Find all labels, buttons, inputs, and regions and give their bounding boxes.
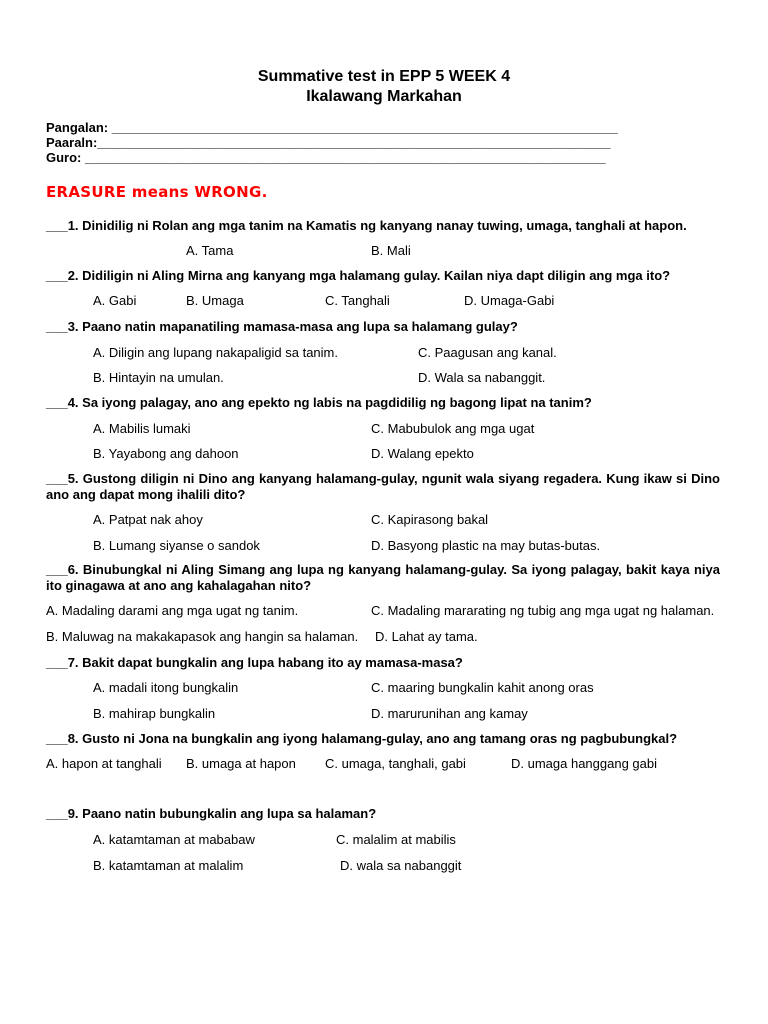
q4-option-d[interactable]: D. Walang epekto (371, 446, 474, 461)
q4-option-c[interactable]: C. Mabubulok ang mga ugat (371, 421, 535, 436)
question-4: ___4. Sa iyong palagay, ano ang epekto ng labis na pagdidilig ng bagong lipat na tanim? (46, 395, 592, 410)
q2-option-b[interactable]: B. Umaga (186, 293, 244, 308)
name-field[interactable]: Pangalan: ______________________________________________________________________ (46, 120, 618, 135)
q3-option-b[interactable]: B. Hintayin na umulan. (93, 370, 224, 385)
q5-option-a[interactable]: A. Patpat nak ahoy (93, 512, 203, 527)
worksheet-title: Summative test in EPP 5 WEEK 4 (257, 68, 511, 85)
q8-option-b[interactable]: B. umaga at hapon (186, 756, 296, 771)
q5-option-b[interactable]: B. Lumang siyanse o sandok (93, 538, 260, 553)
q7-option-b[interactable]: B. mahirap bungkalin (93, 706, 216, 721)
q5-option-d[interactable]: D. Basyong plastic na may butas-butas. (371, 538, 601, 553)
question-6: ___6. Binubungkal ni Aling Simang ang lupa ng kanyang halamang-gulay. Sa iyong palagay, bakit kaya niya ito ginagawa at ano ang kahalagahan nito? (46, 562, 720, 593)
q2-option-c[interactable]: C. Tanghali (325, 293, 390, 308)
q1-option-b[interactable]: B. Mali (371, 243, 411, 258)
q7-option-a[interactable]: A. madali itong bungkalin (93, 680, 239, 695)
school-field[interactable]: Paaraln:_______________________________________________________________________ (46, 135, 611, 150)
q7-option-d[interactable]: D. marurunihan ang kamay (371, 706, 528, 721)
q2-option-d[interactable]: D. Umaga-Gabi (464, 293, 555, 308)
q6-option-b[interactable]: B. Maluwag na makakapasok ang hangin sa halaman. (46, 629, 359, 644)
q4-option-b[interactable]: B. Yayabong ang dahoon (93, 446, 239, 461)
q5-option-c[interactable]: C. Kapirasong bakal (371, 512, 489, 527)
q6-option-a[interactable]: A. Madaling darami ang mga ugat ng tanim. (46, 603, 299, 618)
q2-option-a[interactable]: A. Gabi (93, 293, 137, 308)
q6-option-d[interactable]: D. Lahat ay tama. (375, 629, 478, 644)
q4-option-a[interactable]: A. Mabilis lumaki (93, 421, 191, 436)
q8-option-d[interactable]: D. umaga hanggang gabi (511, 756, 658, 771)
question-3: ___3. Paano natin mapanatiling mamasa-masa ang lupa sa halamang gulay? (46, 319, 518, 334)
question-9: ___9. Paano natin bubungkalin ang lupa sa halaman? (46, 806, 377, 821)
worksheet-subtitle: Ikalawang Markahan (306, 88, 462, 105)
question-2: ___2. Didiligin ni Aling Mirna ang kanyang mga halamang gulay. Kailan niya dapt diligin ang mga ito? (46, 268, 671, 283)
q6-option-c[interactable]: C. Madaling mararating ng tubig ang mga ugat ng halaman. (371, 603, 715, 618)
q3-option-a[interactable]: A. Diligin ang lupang nakapaligid sa tanim. (93, 345, 338, 360)
question-7: ___7. Bakit dapat bungkalin ang lupa habang ito ay mamasa-masa? (46, 655, 463, 670)
q9-option-b[interactable]: B. katamtaman at malalim (93, 858, 244, 873)
q3-option-c[interactable]: C. Paagusan ang kanal. (418, 345, 557, 360)
teacher-field[interactable]: Guro: ________________________________________________________________________ (46, 150, 606, 165)
q8-option-c[interactable]: C. umaga, tanghali, gabi (325, 756, 466, 771)
q8-option-a[interactable]: A. hapon at tanghali (46, 756, 162, 771)
q3-option-d[interactable]: D. Wala sa nabanggit. (418, 370, 546, 385)
q9-option-a[interactable]: A. katamtaman at mababaw (93, 832, 255, 847)
q1-option-a[interactable]: A. Tama (186, 243, 234, 258)
q9-option-d[interactable]: D. wala sa nabanggit (340, 858, 462, 873)
question-5: ___5. Gustong diligin ni Dino ang kanyang halamang-gulay, ngunit wala siyang regadera. Kung ikaw si Dino ano ang dapat mong ihalili dito? (46, 471, 720, 502)
question-8: ___8. Gusto ni Jona na bungkalin ang iyong halamang-gulay, ano ang tamang oras ng pagbubungkal? (46, 731, 678, 746)
q9-option-c[interactable]: C. malalim at mabilis (336, 832, 456, 847)
q7-option-c[interactable]: C. maaring bungkalin kahit anong oras (371, 680, 594, 695)
question-1: ___1. Dinidilig ni Rolan ang mga tanim na Kamatis ng kanyang nanay tuwing, umaga, tanghali at hapon. (46, 218, 687, 233)
erasure-note: ERASURE means WRONG. (46, 183, 268, 201)
